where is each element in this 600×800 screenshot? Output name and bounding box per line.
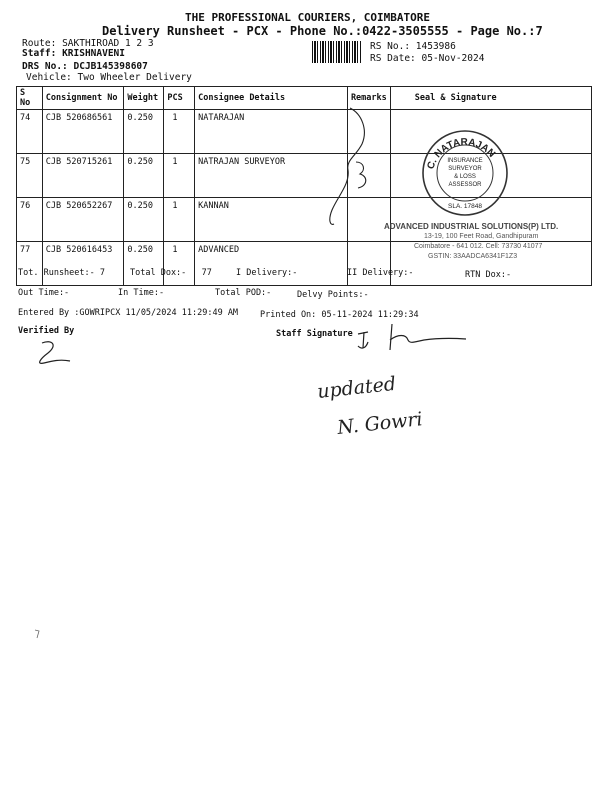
entered-by: Entered By :GOWRIPCX 11/05/2024 11:29:49 AM <box>18 308 239 318</box>
vehicle-line <box>26 72 192 83</box>
table-header-row <box>17 87 592 110</box>
col-weight: Weight <box>124 87 164 110</box>
seal-inner-3: & LOSS <box>454 174 476 180</box>
cell-consignee: NATRAJAN SURVEYOR <box>195 154 348 198</box>
verified-by-label: Verified By <box>18 326 75 336</box>
col-sno: S No <box>17 87 43 110</box>
drs-label: DRS No.: <box>22 61 68 72</box>
remarks-scribble <box>310 100 380 230</box>
cell-sno: 75 <box>17 154 43 198</box>
runsheet-title: Delivery Runsheet - PCX - Phone No.:0422-3505555 - Page No.:7 <box>102 24 543 38</box>
handwritten-note <box>308 368 478 448</box>
seal-graphic <box>420 128 510 218</box>
col-consignment: Consignment No <box>42 87 124 110</box>
col-seal: Seal & Signature <box>390 87 591 110</box>
out-time: Out Time:- <box>18 288 70 298</box>
cell-sno: 77 <box>17 242 43 286</box>
rs-no-label: RS No.: <box>370 41 411 52</box>
stamp-gstin: GSTIN: 33AADCA6341F1Z3 <box>428 253 518 260</box>
route-label: Route: <box>22 38 57 49</box>
cell-sno: 76 <box>17 198 43 242</box>
rs-no-line <box>370 41 456 52</box>
printed-on: Printed On: 05-11-2024 11:29:34 <box>260 310 419 320</box>
total-runsheet: Tot. Runsheet:- 7 <box>18 268 105 278</box>
staff-value: KRISHNAVENI <box>62 48 125 59</box>
rtn-dox: RTN Dox:- <box>465 270 512 280</box>
delvy-points: Delvy Points:- <box>297 290 369 300</box>
seal-inner-1: INSURANCE <box>447 158 483 164</box>
cell-weight: 0.250 <box>124 242 164 286</box>
vehicle-label: Vehicle: <box>26 72 72 83</box>
verified-signature <box>34 337 79 369</box>
seal-inner-2: SURVEYOR <box>448 166 482 172</box>
rs-no-value: 1453986 <box>415 41 456 52</box>
col-remarks: Remarks <box>347 87 390 110</box>
col-consignee: Consignee Details <box>195 87 348 110</box>
seal-ring-text: C. NATARAJAN <box>425 136 498 171</box>
rs-date-value: 05-Nov-2024 <box>421 53 485 64</box>
cell-pcs: 1 <box>164 198 195 242</box>
cell-weight: 0.250 <box>124 198 164 242</box>
cell-consignment: CJB 520686561 <box>42 110 124 154</box>
barcode <box>312 41 362 63</box>
cell-weight: 0.250 <box>124 154 164 198</box>
cell-consignment: CJB 520616453 <box>42 242 124 286</box>
cell-sno: 74 <box>17 110 43 154</box>
cell-consignee: ADVANCED <box>195 242 348 286</box>
rs-date-label: RS Date: <box>370 53 416 64</box>
stamp-company-name: ADVANCED INDUSTRIAL SOLUTIONS(P) LTD. <box>384 222 559 231</box>
cell-pcs: 1 <box>164 110 195 154</box>
staff-label: Staff: <box>22 48 57 59</box>
drs-line <box>22 61 148 72</box>
stray-mark <box>34 628 42 640</box>
cell-pcs: 1 <box>164 242 195 286</box>
cell-pcs: 1 <box>164 154 195 198</box>
handwritten-name: N. Gowri <box>336 408 424 439</box>
stamp-address-1: 13-19, 100 Feet Road, Gandhipuram <box>424 233 539 240</box>
round-seal <box>420 128 510 218</box>
cell-consignment: CJB 520652267 <box>42 198 124 242</box>
staff-signature <box>354 320 474 355</box>
total-dox: Total Dox:- 77 <box>130 268 212 278</box>
ii-delivery: II Delivery:- <box>347 268 414 278</box>
stamp-address-2: Coimbatore - 641 012. Cell: 73730 41077 <box>414 243 543 250</box>
route-value: SAKTHIROAD 1 2 3 <box>62 38 154 49</box>
staff-line <box>22 48 125 59</box>
seal-inner-4: ASSESSOR <box>448 182 482 188</box>
cell-consignment: CJB 520715261 <box>42 154 124 198</box>
handwritten-updated: updated <box>316 372 398 403</box>
seal-number: SLA. 17848 <box>448 203 482 210</box>
cell-consignee: KANNAN <box>195 198 348 242</box>
vehicle-value: Two Wheeler Delivery <box>77 72 192 83</box>
in-time: In Time:- <box>118 288 165 298</box>
staff-signature-label: Staff Signature <box>276 329 353 339</box>
i-delivery: I Delivery:- <box>236 268 298 278</box>
total-pod: Total POD:- <box>215 288 272 298</box>
rs-date-line <box>370 53 484 64</box>
cell-weight: 0.250 <box>124 110 164 154</box>
col-pcs: PCS <box>164 87 195 110</box>
drs-value: DCJB145398607 <box>73 61 148 72</box>
company-stamp <box>384 222 584 262</box>
cell-consignee: NATARAJAN <box>195 110 348 154</box>
company-name: THE PROFESSIONAL COURIERS, COIMBATORE <box>185 11 431 24</box>
